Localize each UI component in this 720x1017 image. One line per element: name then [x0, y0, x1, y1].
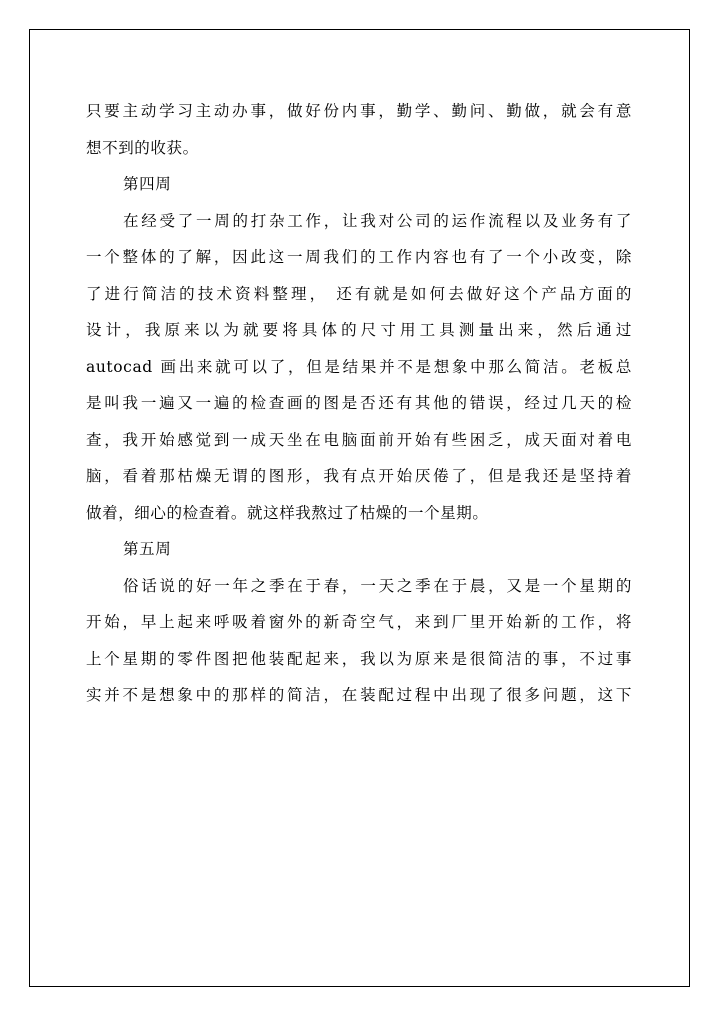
text-line: 俗话说的好一年之季在于春，一天之季在于晨，又是一个星期的: [123, 576, 632, 595]
text-line: 查，我开始感觉到一成天坐在电脑面前开始有些困乏，成天面对着电: [86, 430, 632, 449]
text-line: 脑，看着那枯燥无谓的图形，我有点开始厌倦了，但是我还是坚持着: [86, 467, 632, 485]
paragraph-week5: [86, 568, 632, 714]
text-line: 只要主动学习主动办事，做好份内事，勤学、勤问、勤做，就会有意: [86, 102, 632, 120]
text-line: 是叫我一遍又一遍的检查画的图是否还有其他的错误，经过几天的检: [86, 394, 632, 412]
text-line: 上个星期的零件图把他装配起来，我以为原来是很简洁的事，不过事: [86, 649, 632, 668]
text-line: 做着，细心的检查着。就这样我熬过了枯燥的一个星期。: [86, 503, 489, 522]
text-line: 在经受了一周的打杂工作，让我对公司的运作流程以及业务有了: [123, 211, 632, 230]
text-line: 设计，我原来以为就要将具体的尺寸用工具测量出来，然后通过: [86, 321, 632, 339]
text-line: 实并不是想象中的那样的简洁，在装配过程中出现了很多问题，这下: [86, 686, 632, 704]
document-body: [86, 93, 632, 714]
paragraph-week4: [86, 203, 632, 532]
text-line: 开始，早上起来呼吸着窗外的新奇空气，来到厂里开始新的工作，将: [86, 613, 632, 631]
section-heading-week4: 第四周: [123, 175, 172, 193]
text-line: 想不到的收获。: [86, 138, 199, 157]
text-line: autocad 画出来就可以了，但是结果并不是想象中那么简洁。老板总: [86, 357, 632, 376]
text-line: 一个整体的了解，因此这一周我们的工作内容也有了一个小改变，除: [86, 248, 632, 266]
paragraph-intro: [86, 93, 632, 166]
text-line: 了进行简洁的技术资料整理， 还有就是如何去做好这个产品方面的: [86, 284, 632, 303]
section-heading-week5: 第五周: [123, 540, 172, 558]
